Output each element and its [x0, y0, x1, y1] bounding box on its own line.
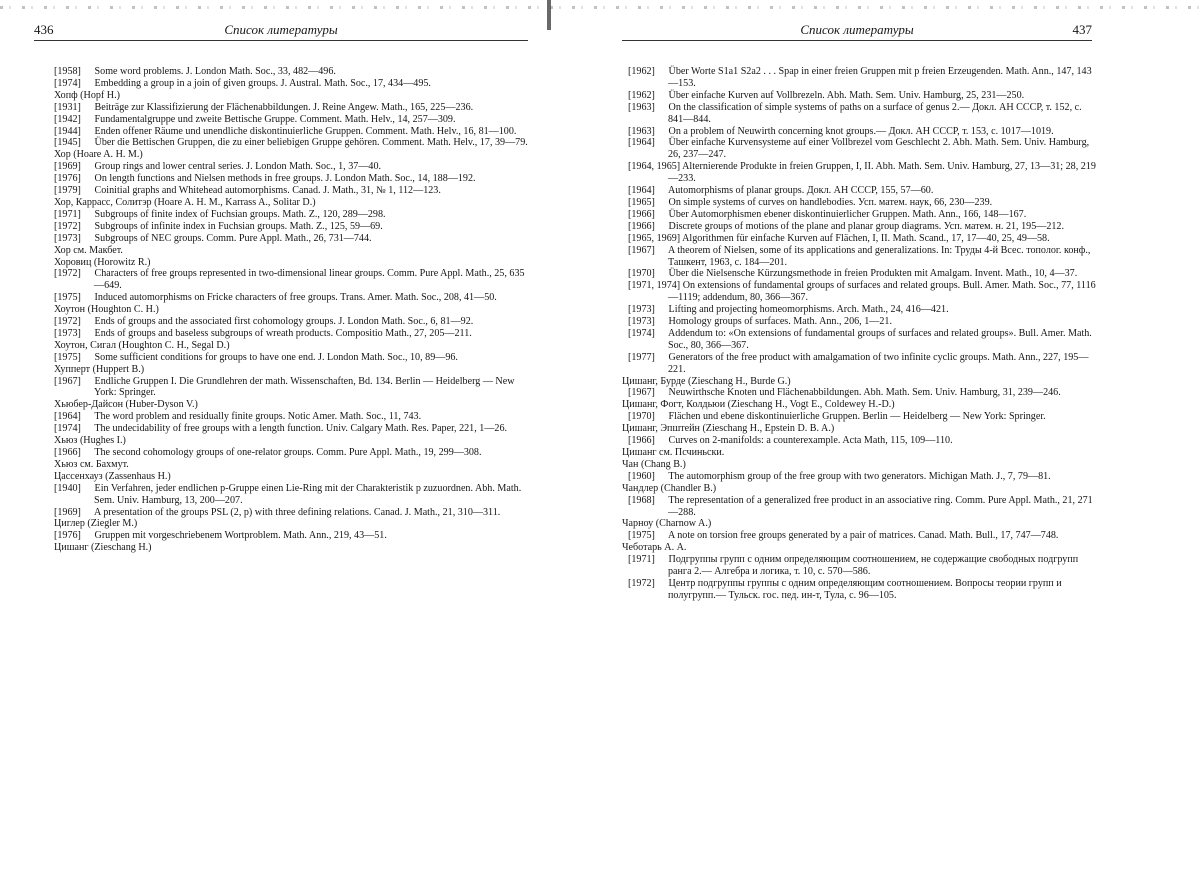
entry-year: [1968] — [628, 494, 655, 506]
author-heading: Чарноу (Charnow A.) — [622, 518, 712, 530]
bibliography-entry — [622, 90, 1098, 102]
left-bibliography — [54, 66, 534, 554]
entry-year: [1964] — [54, 411, 81, 423]
entry-year: [1931] — [54, 101, 81, 113]
bibliography-entry — [622, 197, 1098, 209]
right-bibliography — [622, 66, 1098, 602]
entry-year: [1970] — [628, 411, 655, 423]
entry-year: [1974] — [628, 327, 655, 339]
page-number: 436 — [34, 22, 54, 37]
bibliography-entry — [622, 268, 1098, 280]
entry-text: Gruppen mit vorgeschriebenem Wortproblem. Math. Ann., 219, 43—51. — [94, 530, 387, 542]
entry-text: A presentation of the groups PSL (2, p) with three defining relations. Canad. J. Math., 21, 310—311. — [93, 506, 501, 518]
bibliography-entry — [622, 245, 1098, 269]
bibliography-entry — [622, 352, 1098, 376]
entry-text: Alternierende Produkte in freien Gruppen, I, II. Abh. Math. Sem. Univ. Hamburg, 27, 13—31; 28, 219—233. — [668, 161, 1096, 185]
entry-year: [1967] — [54, 375, 81, 387]
entry-year: [1972] — [54, 268, 81, 280]
entry-year: [1966] — [628, 208, 655, 220]
bibliography-entry — [54, 185, 534, 197]
entry-year: [1944] — [54, 125, 81, 137]
entry-text: Some word problems. J. London Math. Soc., 33, 482—496. — [94, 66, 336, 77]
entry-text: Ein Verfahren, jeder endlichen p-Gruppe einen Lie-Ring mit der Charakteristik p zuzuordnen. Abh. Math. Sem. Univ. Hamburg, 13, 200—207. — [94, 482, 522, 506]
author-heading: Цишанг см. Псчиньски. — [622, 447, 725, 458]
bibliography-entry — [622, 161, 1098, 185]
bibliography-entry — [622, 280, 1098, 304]
entry-text: Über einfache Kurven auf Vollbrezeln. Abh. Math. Sem. Univ. Hamburg, 25, 231—250. — [668, 89, 1025, 101]
author-heading: Хупперт (Huppert B.) — [54, 363, 145, 375]
bibliography-entry — [54, 221, 534, 233]
entry-text: Subgroups of finite index of Fuchsian groups. Math. Z., 120, 289—298. — [94, 208, 386, 220]
bibliography-entry — [622, 435, 1098, 447]
entry-text: A note on torsion free groups generated by a pair of matrices. Canad. Math. Bull., 17, 747—748. — [667, 530, 1059, 542]
entry-text: The automorphism group of the free group with two generators. Michigan Math. J., 7, 79—81. — [668, 470, 1051, 482]
entry-text: Discrete groups of motions of the plane and planar group diagrams. Усп. матем. н. 21, 195—212. — [668, 220, 1065, 232]
right-page-header — [622, 22, 1092, 41]
bibliography-entry — [622, 185, 1098, 197]
entry-text: Subgroups of NEC groups. Comm. Pure Appl. Math., 26, 731—744. — [94, 232, 372, 244]
bibliography-entry — [622, 471, 1098, 483]
entry-text: Über Automorphismen ebener diskontinuierlicher Gruppen. Math. Ann., 166, 148—167. — [668, 208, 1027, 220]
entry-text: Ends of groups and the associated first cohomology groups. J. London Math. Soc., 6, 81—92. — [94, 316, 474, 328]
bibliography-entry — [54, 161, 534, 173]
bibliography-entry — [622, 304, 1098, 316]
entry-year: [1962] — [628, 66, 655, 77]
entry-year: [1973] — [54, 232, 81, 244]
entry-text: Addendum to: «On extensions of fundamental groups of surfaces and related groups». Bull. Amer. Math. Soc., 80, 366—367. — [667, 327, 1092, 351]
author-heading: Цишанг (Zieschang H.) — [54, 542, 152, 554]
entry-year: [1974] — [54, 423, 81, 435]
bibliography-entry — [54, 173, 534, 185]
entry-year: [1977] — [628, 351, 655, 363]
bibliography-entry — [54, 78, 534, 90]
author-heading: Хор см. Макбет. — [54, 244, 123, 256]
entry-year: [1942] — [54, 113, 81, 125]
entry-text: Endliche Gruppen I. Die Grundlehren der math. Wissenschaften, Bd. 134. Berlin — Heidelberg — New York: Springer. — [94, 375, 515, 399]
bibliography-entry — [54, 126, 534, 138]
entry-text: On extensions of fundamental groups of surfaces and related groups. Bull. Amer. Math. Soc., 77, 1116—1119; addendum, 80, 366—367. — [668, 280, 1096, 304]
entry-year: [1975] — [54, 292, 81, 304]
entry-text: The second cohomology groups of one-relator groups. Comm. Pure Appl. Math., 19, 299—308. — [94, 447, 482, 458]
author-heading: Чан (Chang B.) — [622, 458, 686, 470]
running-head: Список литературы — [224, 22, 338, 37]
bibliography-entry — [54, 447, 534, 459]
entry-text: Über die Bettischen Gruppen, die zu einer beliebigen Gruppe gehören. Comment. Math. Helv., 17, 39—79. — [94, 137, 528, 149]
bibliography-entry — [622, 233, 1098, 245]
entry-text: The undecidability of free groups with a length function. Univ. Calgary Math. Res. Paper, 221, 1—26. — [94, 423, 508, 435]
entry-year: [1969] — [54, 506, 81, 518]
bibliography-entry — [622, 530, 1098, 542]
bibliography-entry — [622, 209, 1098, 221]
bibliography-entry — [54, 114, 534, 126]
entry-text: Generators of the free product with amalgamation of two infinite cyclic groups. Math. Ann., 227, 195—221. — [668, 351, 1089, 375]
entry-text: Automorphisms of planar groups. Докл. АН СССР, 155, 57—60. — [667, 185, 934, 197]
bibliography-entry — [622, 554, 1098, 578]
bibliography-entry — [54, 102, 534, 114]
entry-year: [1964] — [628, 185, 655, 197]
entry-text: Fundamentalgruppe und zweite Bettische Gruppe. Comment. Math. Helv., 14, 257—309. — [94, 113, 456, 125]
entry-text: Embedding a group in a join of given groups. J. Austral. Math. Soc., 17, 434—495. — [94, 77, 431, 89]
entry-year: [1945] — [54, 137, 81, 149]
entry-text: Ends of groups and baseless subgroups of wreath products. Compositio Math., 27, 205—211. — [94, 327, 472, 339]
bibliography-entry — [622, 495, 1098, 519]
entry-text: Homology groups of surfaces. Math. Ann., 206, 1—21. — [668, 316, 892, 328]
bibliography-entry — [54, 507, 534, 519]
entry-year: [1965] — [628, 196, 655, 208]
bibliography-entry — [622, 126, 1098, 138]
entry-year: [1967] — [628, 387, 655, 399]
entry-year: [1976] — [54, 173, 81, 185]
bibliography-entry — [54, 411, 534, 423]
entry-year: [1966] — [628, 435, 655, 447]
bibliography-entry — [54, 233, 534, 245]
entry-year: [1973] — [54, 327, 81, 339]
bibliography-entry — [622, 66, 1098, 90]
bibliography-entry — [54, 483, 534, 507]
author-heading: Цассенхауз (Zassenhaus H.) — [54, 470, 171, 482]
entry-year: [1970] — [628, 268, 655, 280]
bibliography-entry — [622, 411, 1098, 423]
entry-year: [1975] — [628, 530, 655, 542]
entry-text: Neuwirthsche Knoten und Flächenabbildungen. Abh. Math. Sem. Univ. Hamburg, 31, 239—246. — [668, 387, 1061, 399]
author-heading: Цишанг, Эпштейн (Zieschang H., Epstein D. B. A.) — [622, 423, 835, 435]
entry-year: [1965, 1969] — [628, 232, 681, 244]
entry-text: Some sufficient conditions for groups to have one end. J. London Math. Soc., 10, 89—96. — [94, 351, 458, 363]
entry-year: [1964, 1965] — [628, 161, 681, 173]
entry-text: Flächen und ebene diskontinuierliche Gruppen. Berlin — Heidelberg — New York: Springer. — [668, 411, 1046, 423]
left-page-header — [34, 22, 528, 41]
bibliography-entry — [622, 328, 1098, 352]
entry-year: [1971, 1974] — [628, 280, 681, 292]
bibliography-entry — [54, 209, 534, 221]
entry-year: [1966] — [628, 220, 655, 232]
bibliography-entry — [54, 66, 534, 78]
author-heading: Хьюз см. Бахмут. — [54, 458, 129, 470]
entry-text: On length functions and Nielsen methods in free groups. J. London Math. Soc., 14, 188—192. — [94, 173, 476, 185]
entry-year: [1971] — [628, 554, 655, 566]
author-heading: Хор (Hoare A. H. M.) — [54, 149, 143, 161]
entry-year: [1974] — [54, 77, 81, 89]
author-heading: Хоутон (Houghton C. H.) — [54, 304, 159, 316]
bibliography-entry — [54, 268, 534, 292]
entry-year: [1960] — [628, 470, 655, 482]
entry-text: On simple systems of curves on handlebodies. Усп. матем. наук, 66, 230—239. — [668, 196, 993, 208]
author-heading: Хоутон, Сигал (Houghton C. H., Segal D.) — [54, 339, 230, 351]
entry-year: [1972] — [628, 577, 655, 589]
entry-year: [1973] — [628, 304, 655, 316]
bibliography-entry — [622, 102, 1098, 126]
bibliography-entry — [54, 137, 534, 149]
bibliography-entry — [622, 221, 1098, 233]
bibliography-entry — [54, 292, 534, 304]
entry-text: Über einfache Kurvensysteme auf einer Vollbrezel vom Geschlecht 2. Abh. Math. Sem. Univ. Hamburg, 26, 237—247. — [668, 137, 1090, 161]
bibliography-entry — [622, 387, 1098, 399]
bibliography-entry — [54, 352, 534, 364]
bibliography-entry — [622, 578, 1098, 602]
entry-text: Über die Nielsensche Kürzungsmethode in freien Produkten mit Amalgam. Invent. Math., 10, 4—37. — [668, 268, 1078, 280]
entry-year: [1964] — [628, 137, 655, 149]
page-number: 437 — [1072, 22, 1092, 37]
bibliography-entry — [54, 423, 534, 435]
bibliography-entry — [622, 316, 1098, 328]
entry-year: [1963] — [628, 125, 655, 137]
entry-year: [1976] — [54, 530, 81, 542]
entry-text: Induced automorphisms on Fricke characters of free groups. Trans. Amer. Math. Soc., 208, 41—50. — [94, 292, 497, 304]
entry-year: [1972] — [54, 316, 81, 328]
author-heading: Хопф (Hopf H.) — [54, 89, 120, 101]
entry-text: Lifting and projecting homeomorphisms. Arch. Math., 24, 416—421. — [668, 304, 949, 316]
author-heading: Чандлер (Chandler B.) — [622, 482, 717, 494]
entry-text: Enden offener Räume und unendliche diskontinuierliche Gruppen. Comment. Math. Helv., 16, 81—100. — [94, 125, 517, 137]
author-heading: Хор, Каррасс, Солитэр (Hoare A. H. M., Karrass A., Solitar D.) — [54, 196, 316, 208]
right-page — [600, 0, 1200, 885]
entry-text: Algorithmen für einfache Kurven auf Flächen, I, II. Math. Scand., 17, 17—40, 25, 49—58. — [682, 232, 1050, 244]
entry-year: [1967] — [628, 244, 655, 256]
entry-text: Subgroups of infinite index in Fuchsian groups. Math. Z., 125, 59—69. — [94, 220, 383, 232]
bibliography-entry — [54, 316, 534, 328]
entry-text: Coinitial graphs and Whitehead automorphisms. Canad. J. Math., 31, № 1, 112—123. — [94, 185, 441, 197]
entry-text: Beiträge zur Klassifizierung der Flächenabbildungen. J. Reine Angew. Math., 165, 225—236. — [94, 101, 474, 113]
entry-text: Über Worte S1a1 S2a2 . . . Spap in einer freien Gruppen mit p freien Erzeugenden. Math. Ann., 147, 143—153. — [668, 66, 1092, 89]
entry-year: [1958] — [54, 66, 81, 77]
author-heading: Цишанг, Фогт, Колдьюи (Zieschang H., Vogt E., Coldewey H.-D.) — [622, 399, 895, 411]
author-heading: Хьюз (Hughes I.) — [54, 435, 126, 447]
entry-year: [1971] — [54, 208, 81, 220]
entry-year: [1972] — [54, 220, 81, 232]
entry-text: On the classification of simple systems of paths on a surface of genus 2.— Докл. АН СССР, т. 152, с. 841—844. — [668, 101, 1082, 125]
entry-year: [1963] — [628, 101, 655, 113]
author-heading: Хоровиц (Horowitz R.) — [54, 256, 151, 268]
entry-year: [1969] — [54, 161, 81, 173]
bibliography-entry — [622, 137, 1098, 161]
entry-text: The representation of a generalized free product in an associative ring. Comm. Pure Appl. Math., 21, 271—288. — [668, 494, 1093, 518]
entry-text: Curves on 2-manifolds: a counterexample. Acta Math, 115, 109—110. — [668, 435, 953, 447]
entry-text: Group rings and lower central series. J. London Math. Soc., 1, 37—40. — [94, 161, 382, 173]
entry-year: [1966] — [54, 447, 81, 458]
author-heading: Циглер (Ziegler M.) — [54, 518, 138, 530]
entry-text: The word problem and residually finite groups. Notic Amer. Math. Soc., 11, 743. — [94, 411, 422, 423]
entry-year: [1962] — [628, 89, 655, 101]
entry-year: [1940] — [54, 482, 81, 494]
entry-text: A theorem of Nielsen, some of its applications and generalizations. In: Труды 4-й Всес. тополог. конф., Ташкент, 1963, с. 184—201. — [667, 244, 1091, 268]
entry-text: Characters of free groups represented in two-dimensional linear groups. Comm. Pure Appl. Math., 25, 635—649. — [94, 268, 525, 292]
author-heading: Цишанг, Бурде (Zieschang H., Burde G.) — [622, 375, 791, 387]
running-head: Список литературы — [800, 22, 914, 37]
entry-year: [1973] — [628, 316, 655, 328]
author-heading: Чеботарь А. А. — [622, 542, 687, 554]
bibliography-entry — [54, 530, 534, 542]
entry-text: Центр подгруппы группы с одним определяющим соотношением. Вопросы теории групп и полугрупп.— Тульск. гос. пед. ин-т, Тула, с. 96—105. — [668, 577, 1062, 601]
entry-text: Подгруппы групп с одним определяющим соотношением, не содержащие свободных подгрупп ранга 2.— Алгебра и логика, т. 10, с. 570—586. — [668, 554, 1079, 578]
bibliography-entry — [54, 328, 534, 340]
entry-year: [1975] — [54, 351, 81, 363]
author-heading: Хьюбер-Дайсон (Huber-Dyson V.) — [54, 399, 198, 411]
bibliography-entry — [54, 376, 534, 400]
entry-year: [1979] — [54, 185, 81, 197]
entry-text: On a problem of Neuwirth concerning knot groups.— Докл. АН СССР, т. 153, с. 1017—1019. — [668, 125, 1054, 137]
